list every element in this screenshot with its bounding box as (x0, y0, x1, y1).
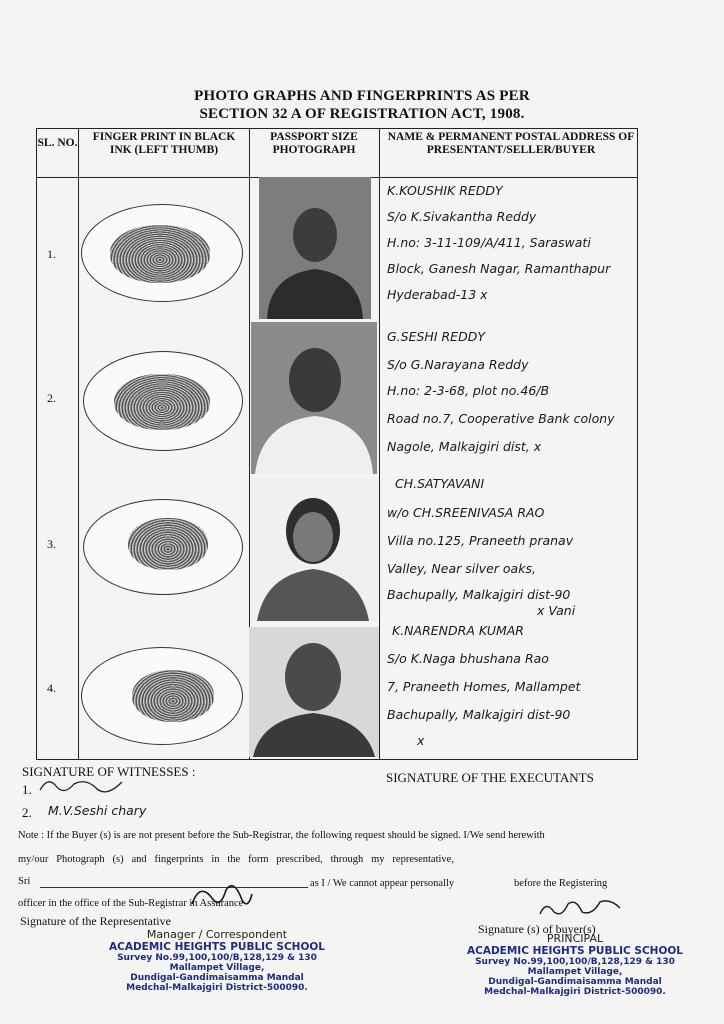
stamp-school: ACADEMIC HEIGHTS PUBLIC SCHOOL (109, 941, 325, 953)
note-line-3b: before the Registering (514, 878, 608, 889)
presentant-1-line: H.no: 3-11-109/A/411, Saraswati (387, 235, 591, 250)
fingerprint-oval (81, 204, 243, 302)
fingerprint-oval (81, 647, 243, 745)
manager-signature-icon (186, 880, 256, 914)
note-sri: Sri (18, 876, 31, 887)
stamp-line: Medchal-Malkajgiri District-500090. (126, 983, 308, 993)
presentant-1-line: Block, Ganesh Nagar, Ramanthapur (387, 261, 611, 276)
presentant-2-line: Road no.7, Cooperative Bank colony (387, 411, 615, 426)
registration-table (36, 128, 638, 760)
person-icon (259, 177, 371, 319)
signature-witnesses-label: SIGNATURE OF WITNESSES : (22, 764, 196, 779)
note-line-4: officer in the office of the Sub-Registrar in Assurance (18, 898, 244, 909)
presentant-4-line: Bachupally, Malkajgiri dist-90 (387, 707, 571, 722)
stamp-line: Dundigal-Gandimaisamma Mandal (488, 977, 662, 987)
presentant-2-line: H.no: 2-3-68, plot no.46/B (387, 383, 550, 398)
header-sl-no: SL. NO. (37, 137, 78, 149)
presentant-1-line: Hyderabad-13 x (387, 287, 488, 302)
presentant-4-line: 7, Praneeth Homes, Mallampet (387, 679, 581, 694)
header-photo: PASSPORT SIZE PHOTOGRAPH (270, 131, 358, 156)
principal-signature-icon (536, 896, 626, 922)
note-line-2: my/our Photograph (s) and fingerprints in the form prescribed, through my representative, (18, 854, 454, 865)
stamp-line: Dundigal-Gandimaisamma Mandal (130, 973, 304, 983)
stamp-line: Mallampet Village, (169, 963, 265, 973)
row-number: 3. (47, 537, 56, 551)
stamp-line: Medchal-Malkajgiri District-500090. (484, 987, 666, 997)
title-line-2: SECTION 32 A OF REGISTRATION ACT, 1908. (199, 106, 525, 122)
person-icon (249, 627, 379, 757)
row-number: 1. (47, 247, 56, 261)
signature-representative-label: Signature of the Representative (20, 914, 171, 928)
stamp-line: Survey No.99,100,100/B,128,129 & 130 (475, 957, 675, 967)
thumbprint-icon (132, 670, 214, 722)
stamp-school: ACADEMIC HEIGHTS PUBLIC SCHOOL (467, 945, 683, 957)
presentant-2-line: S/o G.Narayana Reddy (387, 357, 529, 372)
photo-4 (249, 627, 379, 757)
stamp-role: PRINCIPAL (546, 932, 604, 945)
row-number: 2. (47, 391, 56, 405)
presentant-4-line: x (417, 733, 425, 748)
witness-1-signature-icon (36, 774, 126, 796)
signature-executants-label: SIGNATURE OF THE EXECUTANTS (386, 770, 594, 785)
signature-buyer-label: Signature (s) of buyer(s) (478, 922, 596, 936)
note-line-3: as I / We cannot appear personally (310, 878, 455, 889)
presentant-3-line: CH.SATYAVANI (395, 476, 485, 491)
presentant-4-line: S/o K.Naga bhushana Rao (387, 651, 549, 666)
photo-1 (259, 177, 371, 319)
presentant-3-line: x Vani (537, 603, 576, 618)
thumbprint-icon (110, 225, 210, 283)
stamp-line: Survey No.99,100,100/B,128,129 & 130 (117, 953, 317, 963)
presentant-3-line: Villa no.125, Praneeth pranav (387, 533, 574, 548)
thumbprint-icon (128, 518, 208, 570)
witness-1-number: 1. (22, 782, 32, 797)
school-stamp-right (460, 932, 690, 997)
presentant-1-line: S/o K.Sivakantha Reddy (387, 209, 537, 224)
presentant-1-line: K.KOUSHIK REDDY (387, 183, 503, 198)
presentant-3-line: w/o CH.SREENIVASA RAO (387, 505, 545, 520)
school-stamp-left (92, 928, 342, 993)
row-number: 4. (47, 681, 56, 695)
presentant-3-line: Bachupally, Malkajgiri dist-90 (387, 587, 571, 602)
person-icon (251, 322, 377, 474)
stamp-line: Mallampet Village, (527, 967, 623, 977)
header-finger-print: FINGER PRINT IN BLACK INK (LEFT THUMB) (92, 131, 236, 156)
photo-2 (251, 322, 377, 474)
witness-2-signature: M.V.Seshi chary (48, 803, 147, 818)
stamp-role: Manager / Correspondent (146, 928, 288, 941)
photo-3 (251, 479, 377, 621)
presentant-2-line: G.SESHI REDDY (387, 329, 485, 344)
header-name-address: NAME & PERMANENT POSTAL ADDRESS OF PRESENTANT/SELLER/BUYER (387, 131, 635, 156)
presentant-2-line: Nagole, Malkajgiri dist, x (387, 439, 542, 454)
title-line-1: PHOTO GRAPHS AND FINGERPRINTS AS PER (194, 88, 530, 104)
witness-2-number: 2. (22, 805, 32, 820)
note-line-1: Note : If the Buyer (s) is are not present before the Sub-Registrar, the following request should be signed. I/We send herewith (18, 830, 545, 841)
fingerprint-oval (83, 499, 243, 595)
person-icon (251, 479, 377, 621)
presentant-4-line: K.NARENDRA KUMAR (392, 623, 524, 638)
thumbprint-icon (114, 374, 210, 430)
fingerprint-oval (83, 351, 243, 451)
presentant-3-line: Valley, Near silver oaks, (387, 561, 536, 576)
